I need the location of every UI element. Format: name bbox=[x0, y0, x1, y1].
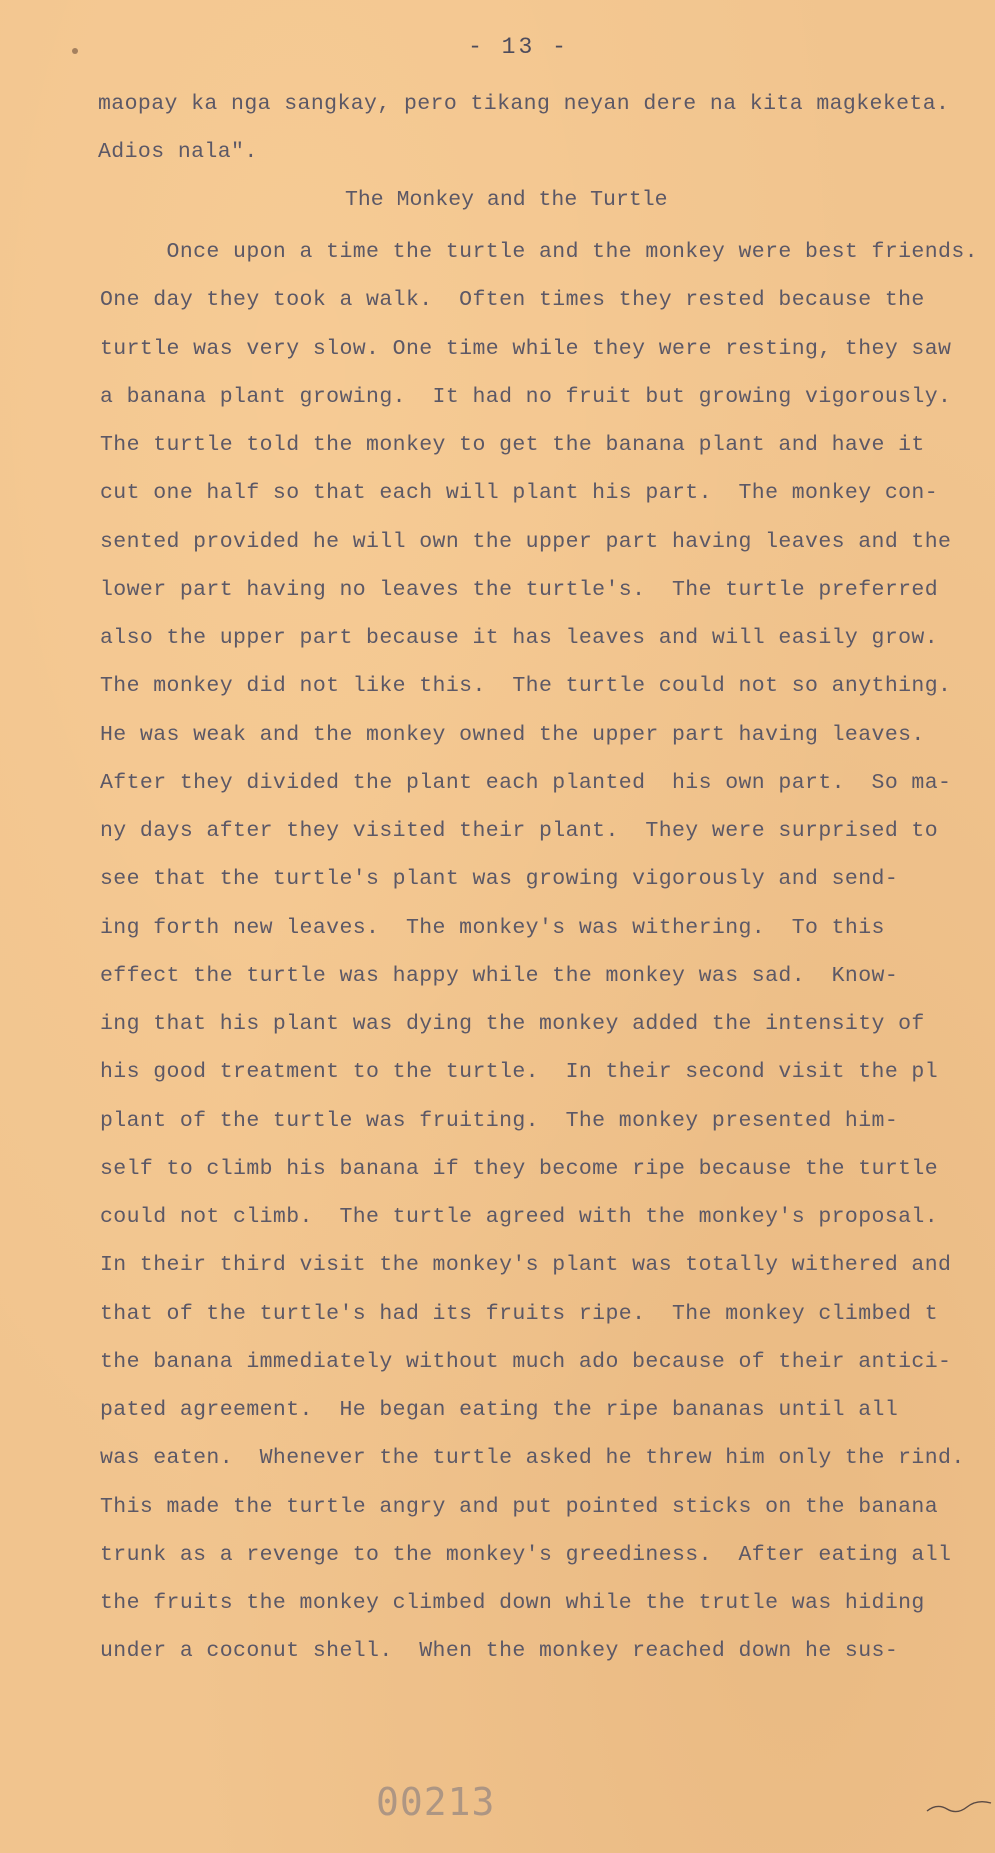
text-line: maopay ka nga sangkay, pero tikang neyan dere na kita magkeketa. bbox=[98, 92, 950, 116]
story-line: cut one half so that each will plant his part. The monkey con- bbox=[100, 481, 939, 506]
story-line: ing forth new leaves. The monkey's was withering. To this bbox=[100, 915, 885, 940]
page-number: - 13 - bbox=[468, 34, 569, 60]
story-line: that of the turtle's had its fruits ripe. The monkey climbed t bbox=[100, 1301, 939, 1326]
story-line: trunk as a revenge to the monkey's greediness. After eating all bbox=[100, 1542, 952, 1567]
text-line: Adios nala". bbox=[98, 140, 258, 164]
story-line: One day they took a walk. Often times they rested because the bbox=[100, 288, 925, 313]
story-line: see that the turtle's plant was growing vigorously and send- bbox=[100, 867, 899, 892]
story-line: pated agreement. He began eating the ripe bananas until all bbox=[100, 1398, 899, 1422]
story-line: the banana immediately without much ado because of their antici- bbox=[100, 1349, 952, 1374]
story-line: his good treatment to the turtle. In their second visit the pl bbox=[100, 1060, 939, 1085]
story-line: was eaten. Whenever the turtle asked he threw him only the rind. bbox=[100, 1446, 965, 1471]
story-line: After they divided the plant each planted his own part. So ma- bbox=[100, 770, 952, 795]
story-line: The monkey did not like this. The turtle could not so anything. bbox=[100, 674, 952, 699]
story-line: self to climb his banana if they become ripe because the turtle bbox=[100, 1156, 939, 1181]
story-line: In their third visit the monkey's plant was totally withered and bbox=[100, 1253, 952, 1278]
story-line: could not climb. The turtle agreed with the monkey's proposal. bbox=[100, 1205, 939, 1229]
story-line: lower part having no leaves the turtle's. The turtle preferred bbox=[100, 577, 939, 602]
story-line: also the upper part because it has leaves and will easily grow. bbox=[100, 626, 939, 650]
story-line: the fruits the monkey climbed down while the trutle was hiding bbox=[100, 1591, 925, 1615]
story-line: plant of the turtle was fruiting. The monkey presented him- bbox=[100, 1108, 899, 1133]
archive-stamp-number: 00213 bbox=[376, 1780, 496, 1824]
story-line: The turtle told the monkey to get the banana plant and have it bbox=[100, 433, 925, 457]
story-line: ny days after they visited their plant. They were surprised to bbox=[100, 819, 939, 843]
story-line: under a coconut shell. When the monkey reached down he sus- bbox=[100, 1639, 899, 1664]
story-line: He was weak and the monkey owned the upper part having leaves. bbox=[100, 722, 925, 747]
story-line: effect the turtle was happy while the monkey was sad. Know- bbox=[100, 963, 899, 988]
pencil-squiggle bbox=[925, 1797, 995, 1817]
story-line: turtle was very slow. One time while they were resting, they saw bbox=[100, 336, 952, 361]
story-line: sented provided he will own the upper part having leaves and the bbox=[100, 529, 952, 554]
story-line: Once upon a time the turtle and the monkey were best friends. bbox=[100, 240, 978, 264]
story-line: This made the turtle angry and put pointed sticks on the banana bbox=[100, 1494, 939, 1519]
story-line: ing that his plant was dying the monkey added the intensity of bbox=[100, 1012, 925, 1036]
story-line: a banana plant growing. It had no fruit but growing vigorously. bbox=[100, 384, 952, 409]
story-title: The Monkey and the Turtle bbox=[345, 188, 668, 212]
